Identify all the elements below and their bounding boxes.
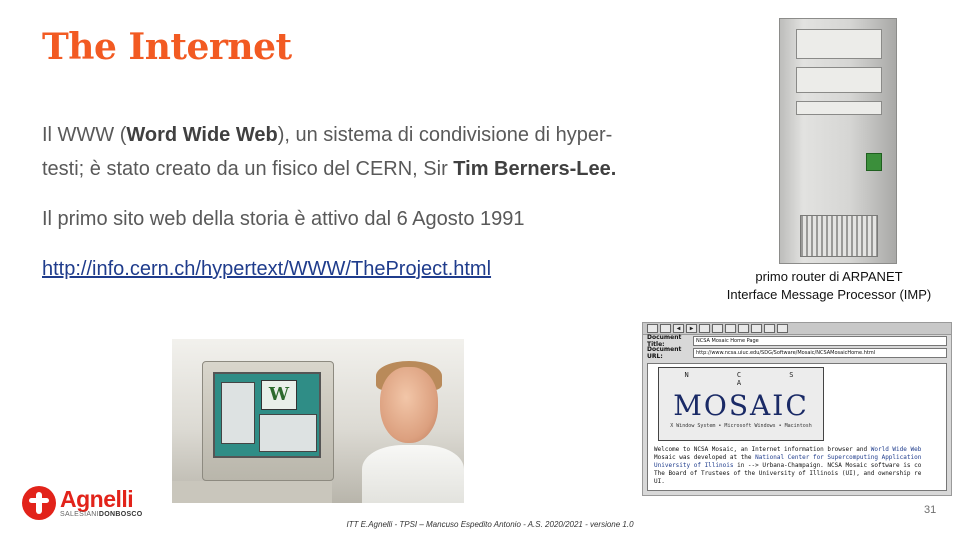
mosaic-toolbar-button xyxy=(764,324,775,333)
mosaic-forward-icon: ▶ xyxy=(686,324,697,333)
mosaic-link: University of Illinois xyxy=(654,462,734,469)
berners-lee-photo xyxy=(172,339,464,503)
mosaic-toolbar-button xyxy=(777,324,788,333)
paragraph-www-bold-2: Tim Berners-Lee. xyxy=(453,158,617,180)
router-tag xyxy=(866,153,882,171)
agnelli-logo-icon xyxy=(22,486,56,520)
paragraph-www-text-2: ), un sistema di condivisione di hyper-testi; è stato creato da un fisico del CERN, Sir xyxy=(42,124,613,180)
photo-person xyxy=(362,359,458,503)
mosaic-logo-word: MOSAIC xyxy=(673,389,809,422)
link-paragraph xyxy=(42,252,642,286)
photo-window xyxy=(221,382,255,444)
router-top-panel xyxy=(796,29,882,59)
mosaic-logo-subtitle: X Window System • Microsoft Windows • Macintosh xyxy=(670,423,812,429)
mosaic-welcome-line xyxy=(654,462,946,470)
photo-shirt xyxy=(362,445,464,503)
mosaic-toolbar-button xyxy=(712,324,723,333)
router-switch-panel xyxy=(796,101,882,115)
photo-monitor-screen xyxy=(213,372,321,458)
router-vent xyxy=(800,215,878,257)
mosaic-url-field: http://www.ncsa.uiuc.edu/SDG/Software/Mosaic/NCSAMosaicHome.html xyxy=(693,348,947,358)
mosaic-viewport xyxy=(647,363,947,491)
mosaic-browser-screenshot xyxy=(642,322,952,496)
photo-window xyxy=(259,414,317,452)
paragraph-www-text-1: Il WWW ( xyxy=(42,124,127,146)
mosaic-url-label: Document URL: xyxy=(647,346,682,360)
mosaic-text: Welcome to NCSA Mosaic, an Internet information browser and xyxy=(654,446,871,453)
mosaic-logo-ncsa: N C S A xyxy=(684,371,816,387)
mosaic-toolbar-button xyxy=(647,324,658,333)
mosaic-title-field: NCSA Mosaic Home Page xyxy=(693,336,947,346)
paragraph-www-bold-1: Word Wide Web xyxy=(126,124,278,146)
slide-footer: ITT E.Agnelli - TPSI – Mancuso Espedito Antonio - A.S. 2020/2021 - versione 1.0 xyxy=(346,520,634,529)
arpanet-router-image xyxy=(779,18,897,264)
photo-keyboard xyxy=(172,481,332,503)
mosaic-toolbar-button xyxy=(660,324,671,333)
mosaic-back-icon: ◀ xyxy=(673,324,684,333)
photo-monitor xyxy=(202,361,334,481)
agnelli-logo-text xyxy=(60,487,143,519)
page-number: 31 xyxy=(924,504,937,516)
mosaic-welcome-text xyxy=(654,446,946,486)
project-link[interactable]: http://info.cern.ch/hypertext/WWW/TheProject.html xyxy=(42,258,492,280)
paragraph-first-site: Il primo sito web della storia è attivo dal 6 Agosto 1991 xyxy=(42,208,525,230)
mosaic-toolbar-button xyxy=(738,324,749,333)
router-caption-line-2: Interface Message Processor (IMP) xyxy=(726,287,932,302)
router-caption xyxy=(700,268,958,304)
agnelli-logo-sub-a: SALESIANI xyxy=(60,511,99,518)
agnelli-logo xyxy=(22,486,143,520)
photo-www-logo: W xyxy=(261,380,297,410)
mosaic-toolbar-button xyxy=(725,324,736,333)
slide-title: The Internet xyxy=(42,26,292,68)
mosaic-link: World Wide Web xyxy=(870,446,922,453)
mosaic-text: in --> Urbana-Champaign. NCSA Mosaic software is co xyxy=(733,462,922,469)
mosaic-text: Mosaic was developed at the xyxy=(654,454,756,461)
mosaic-welcome-line xyxy=(654,454,946,462)
mosaic-logo xyxy=(658,367,824,441)
mosaic-toolbar-button xyxy=(699,324,710,333)
mosaic-title-label: Document Title: xyxy=(647,334,682,348)
router-caption-line-1: primo router di ARPANET xyxy=(755,269,903,284)
mosaic-welcome-line: The Board of Trustees of the University of Illinois (UI), and ownership re xyxy=(654,470,922,477)
mosaic-toolbar-button xyxy=(751,324,762,333)
mosaic-link: National Center for Supercomputing Application xyxy=(755,454,922,461)
mosaic-url-row xyxy=(643,347,951,359)
agnelli-logo-sub-b: DONBOSCO xyxy=(98,511,143,518)
slide-body xyxy=(42,118,642,302)
photo-face xyxy=(380,367,438,443)
mosaic-welcome-line: UI. xyxy=(654,478,665,485)
agnelli-logo-name: Agnelli xyxy=(60,486,134,512)
router-middle-panel xyxy=(796,67,882,93)
agnelli-logo-subtitle xyxy=(60,511,143,519)
paragraph-www xyxy=(42,118,642,186)
mosaic-welcome-line xyxy=(654,446,946,454)
